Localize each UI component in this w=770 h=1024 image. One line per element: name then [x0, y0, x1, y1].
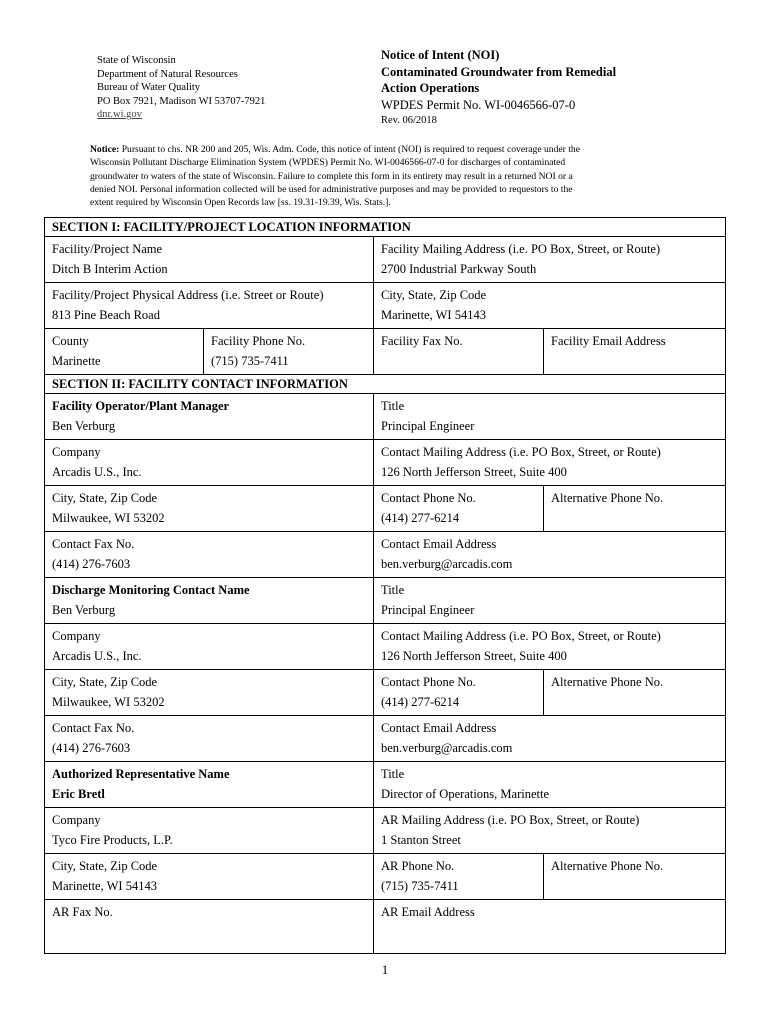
form-title: Action Operations [381, 81, 480, 95]
facility-physical-address-cell[interactable] [45, 283, 374, 329]
monitoring-city-state-zip-value: Milwaukee, WI 53202 [52, 695, 165, 709]
monitoring-title-value: Principal Engineer [381, 603, 475, 617]
facility-mailing-address-cell[interactable] [374, 237, 726, 283]
operator-name-label: Facility Operator/Plant Manager [52, 399, 230, 413]
facility-county-label: County [52, 334, 89, 348]
operator-fax-label: Contact Fax No. [52, 537, 135, 551]
ar-phone-cell[interactable] [374, 854, 544, 900]
ar-title-value: Director of Operations, Marinette [381, 787, 549, 801]
notice-line: denied NOI. Personal information collected will be used for administrative purposes and may be provided to requestors to the [90, 183, 573, 195]
section-2-heading: SECTION II: FACILITY CONTACT INFORMATION [45, 375, 726, 394]
monitoring-phone-value: (414) 277-6214 [381, 695, 460, 709]
monitoring-phone-label: Contact Phone No. [381, 675, 476, 689]
monitoring-email-cell[interactable] [374, 716, 726, 762]
facility-county-cell[interactable] [45, 329, 204, 375]
ar-city-state-zip-label: City, State, Zip Code [52, 859, 158, 873]
monitoring-company-label: Company [52, 629, 101, 643]
operator-alt-phone-label: Alternative Phone No. [551, 491, 664, 505]
ar-name-value: Eric Bretl [52, 787, 105, 801]
section-1-heading: SECTION I: FACILITY/PROJECT LOCATION INFORMATION [45, 218, 726, 237]
monitoring-title-cell[interactable] [374, 578, 726, 624]
monitoring-phone-cell[interactable] [374, 670, 544, 716]
agency-line: Department of Natural Resources [97, 68, 238, 80]
ar-company-cell[interactable] [45, 808, 374, 854]
operator-title-cell[interactable] [374, 394, 726, 440]
monitoring-mailing-address-label: Contact Mailing Address (i.e. PO Box, Street, or Route) [381, 629, 661, 643]
operator-phone-cell[interactable] [374, 486, 544, 532]
facility-name-cell[interactable] [45, 237, 374, 283]
ar-phone-label: AR Phone No. [381, 859, 455, 873]
revision-date: Rev. 06/2018 [381, 115, 437, 126]
ar-city-state-zip-cell[interactable] [45, 854, 374, 900]
monitoring-email-value: ben.verburg@arcadis.com [381, 741, 513, 755]
ar-mailing-address-cell[interactable] [374, 808, 726, 854]
facility-phone-cell[interactable] [204, 329, 374, 375]
facility-fax-cell[interactable] [374, 329, 544, 375]
ar-name-cell[interactable] [45, 762, 374, 808]
ar-mailing-address-value: 1 Stanton Street [381, 833, 461, 847]
monitoring-alt-phone-cell[interactable] [544, 670, 726, 716]
ar-email-cell[interactable] [374, 900, 726, 954]
operator-company-cell[interactable] [45, 440, 374, 486]
form-title-block [381, 47, 616, 129]
notice-line: groundwater to waters of the state of Wisconsin. Failure to complete this form in its entirety may result in a returned NOI or a [90, 170, 573, 182]
ar-mailing-address-label: AR Mailing Address (i.e. PO Box, Street, or Route) [381, 813, 640, 827]
monitoring-city-state-zip-cell[interactable] [45, 670, 374, 716]
operator-company-label: Company [52, 445, 101, 459]
ar-title-cell[interactable] [374, 762, 726, 808]
facility-email-label: Facility Email Address [551, 334, 666, 348]
ar-title-label: Title [381, 767, 405, 781]
facility-city-state-zip-value: Marinette, WI 54143 [381, 308, 486, 322]
operator-mailing-address-cell[interactable] [374, 440, 726, 486]
monitoring-mailing-address-value: 126 North Jefferson Street, Suite 400 [381, 649, 567, 663]
facility-city-state-zip-label: City, State, Zip Code [381, 288, 487, 302]
monitoring-title-label: Title [381, 583, 405, 597]
permit-number: WPDES Permit No. WI-0046566-07-0 [381, 97, 576, 112]
noi-form-table [44, 217, 726, 954]
monitoring-fax-label: Contact Fax No. [52, 721, 135, 735]
form-title: Notice of Intent (NOI) [381, 48, 500, 62]
monitoring-name-value: Ben Verburg [52, 603, 116, 617]
ar-alt-phone-label: Alternative Phone No. [551, 859, 664, 873]
operator-city-state-zip-value: Milwaukee, WI 53202 [52, 511, 165, 525]
ar-phone-value: (715) 735-7411 [381, 879, 459, 893]
ar-fax-cell[interactable] [45, 900, 374, 954]
facility-phone-label: Facility Phone No. [211, 334, 306, 348]
facility-name-label: Facility/Project Name [52, 242, 163, 256]
operator-phone-label: Contact Phone No. [381, 491, 476, 505]
notice-line: Pursuant to chs. NR 200 and 205, Wis. Adm. Code, this notice of intent (NOI) is required to request coverage under the [121, 144, 580, 155]
agency-line: Bureau of Water Quality [97, 82, 201, 94]
ar-email-label: AR Email Address [381, 905, 475, 919]
facility-physical-address-label: Facility/Project Physical Address (i.e. Street or Route) [52, 288, 324, 302]
monitoring-fax-value: (414) 276-7603 [52, 741, 131, 755]
facility-physical-address-value: 813 Pine Beach Road [52, 308, 160, 322]
agency-line: State of Wisconsin [97, 55, 176, 66]
monitoring-company-cell[interactable] [45, 624, 374, 670]
monitoring-city-state-zip-label: City, State, Zip Code [52, 675, 158, 689]
facility-name-value: Ditch B Interim Action [52, 262, 168, 276]
notice-line: extent required by Wisconsin Open Records law [ss. 19.31-19.39, Wis. Stats.]. [90, 197, 391, 209]
facility-county-value: Marinette [52, 354, 101, 368]
operator-fax-cell[interactable] [45, 532, 374, 578]
facility-phone-value: (715) 735-7411 [211, 354, 289, 368]
facility-mailing-address-label: Facility Mailing Address (i.e. PO Box, Street, or Route) [381, 242, 661, 256]
facility-mailing-address-value: 2700 Industrial Parkway South [381, 262, 537, 276]
operator-email-value: ben.verburg@arcadis.com [381, 557, 513, 571]
monitoring-company-value: Arcadis U.S., Inc. [52, 649, 142, 663]
operator-fax-value: (414) 276-7603 [52, 557, 131, 571]
notice-label: Notice: [90, 144, 120, 155]
operator-name-cell[interactable] [45, 394, 374, 440]
operator-title-label: Title [381, 399, 405, 413]
agency-website-link[interactable]: dnr.wi.gov [97, 109, 142, 121]
operator-city-state-zip-label: City, State, Zip Code [52, 491, 158, 505]
ar-name-label: Authorized Representative Name [52, 767, 230, 781]
monitoring-name-cell[interactable] [45, 578, 374, 624]
agency-block [97, 54, 265, 122]
form-title: Contaminated Groundwater from Remedial [381, 64, 617, 79]
operator-title-value: Principal Engineer [381, 419, 475, 433]
monitoring-name-label: Discharge Monitoring Contact Name [52, 583, 250, 597]
ar-company-label: Company [52, 813, 101, 827]
agency-line: PO Box 7921, Madison WI 53707-7921 [97, 95, 266, 107]
ar-fax-label: AR Fax No. [52, 905, 113, 919]
operator-company-value: Arcadis U.S., Inc. [52, 465, 142, 479]
notice-line: Wisconsin Pollutant Discharge Elimination System (WPDES) Permit No. WI-0046566-07-0 for discharges of contaminated [90, 157, 566, 169]
operator-phone-value: (414) 277-6214 [381, 511, 460, 525]
page-number: 1 [381, 962, 389, 977]
ar-alt-phone-cell[interactable] [544, 854, 726, 900]
notice-paragraph [90, 143, 685, 209]
operator-mailing-address-label: Contact Mailing Address (i.e. PO Box, Street, or Route) [381, 445, 661, 459]
operator-city-state-zip-cell[interactable] [45, 486, 374, 532]
monitoring-alt-phone-label: Alternative Phone No. [551, 675, 664, 689]
monitoring-mailing-address-cell[interactable] [374, 624, 726, 670]
monitoring-fax-cell[interactable] [45, 716, 374, 762]
operator-alt-phone-cell[interactable] [544, 486, 726, 532]
monitoring-email-label: Contact Email Address [381, 721, 497, 735]
facility-email-cell[interactable] [544, 329, 726, 375]
facility-fax-label: Facility Fax No. [381, 334, 463, 348]
operator-email-label: Contact Email Address [381, 537, 497, 551]
ar-company-value: Tyco Fire Products, L.P. [52, 833, 173, 847]
operator-name-value: Ben Verburg [52, 419, 116, 433]
operator-email-cell[interactable] [374, 532, 726, 578]
operator-mailing-address-value: 126 North Jefferson Street, Suite 400 [381, 465, 567, 479]
facility-city-state-zip-cell[interactable] [374, 283, 726, 329]
ar-city-state-zip-value: Marinette, WI 54143 [52, 879, 157, 893]
